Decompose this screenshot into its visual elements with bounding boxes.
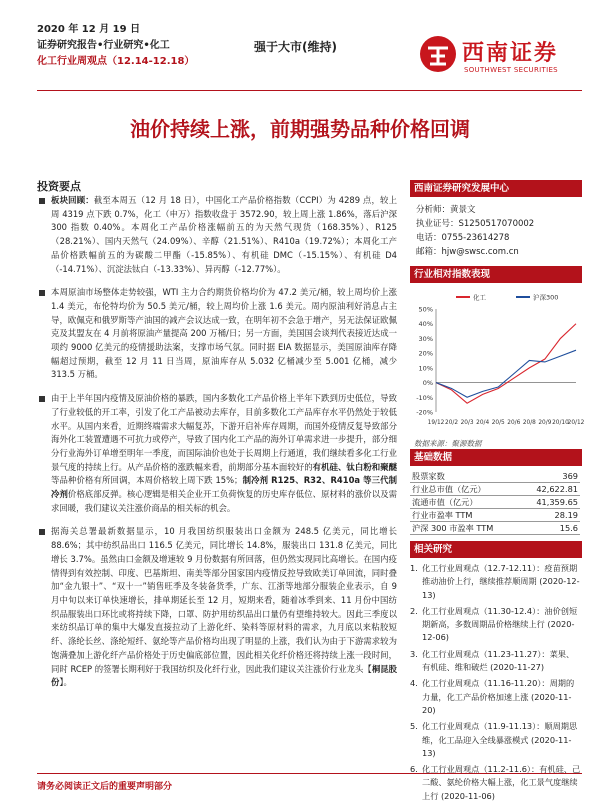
y-tick-label: 30%: [418, 334, 433, 343]
series-line-2: [436, 350, 576, 397]
x-tick-label: 20/12: [567, 420, 585, 426]
paragraph-text: 价格底部反弹。核心逻辑是相关企业开工负荷恢复的历史库存低位、原材料的涨价以及需求回暖，我们建议关注涨价商品的相关标的机会。: [51, 489, 398, 513]
basic-data-box: [410, 449, 582, 535]
paragraph-text: 据海关总署最新数据显示，10 月我国纺织服装出口金额为 248.5 亿美元，同比增长 88.6%；其中纺织品出口 116.5 亿美元，同比增长 14.8%，服装出口 131.8 亿美元，同比增长 3.7%。虽然由口金额及增速较 9 月份数据有所回落，但仍然实现同比高增长。在国内疫情得到有效控制、印度、巴基斯坦、南美等部分国家国内疫情反控导致欧美订单回流，同时叠加“金九银十”、“双十一”销售旺季及冬装备货季，广东、江浙等地部分服装企业表示，自 9 月中旬以来订单快速增长，排单期延长至 12 月，短期来看，随着冰季到来、11 月份中国纺织品服装出口环比或将持续下降，口罩、防护用纺织品出口量仍有望维持较大。因此三季度以来纺织品订单的集中大爆发直接拉动了上游化纤、染料等原材料的需求，九月底以来粘胶短纤、涤纶长丝、涤纶短纤、氨纶等产品价格均出现了明显的上涨，我们认为由于下游需求较为饱满叠加上游化纤产品价格处于历史偏底部位置，因此相关化纤价格还将持续上涨一段时间，同时 RCEP 的签署长期利好于我国纺织及化纤行业，因此我们建议关注涨价行业龙头【: [51, 526, 397, 674]
x-tick-label: 20/2: [445, 420, 459, 426]
y-tick-label: 0%: [422, 379, 433, 388]
y-tick-label: 50%: [418, 305, 433, 314]
paragraph-bold: 制冷剂 R125、R32、R410a 等三代制冷剂: [51, 475, 397, 500]
x-tick-label: 20/9: [538, 420, 552, 426]
analyst-name: 分析师：黄景文: [416, 205, 476, 215]
row-key: 行业总市值（亿元）: [412, 484, 486, 494]
row-key: 流通市值（亿元）: [412, 497, 478, 507]
x-tick-label: 20/3: [460, 420, 474, 426]
x-tick-label: 20/10: [552, 420, 569, 426]
list-item[interactable]: [410, 763, 582, 803]
item-text[interactable]: 化工行业周观点（11.2-11.6）：有机硅、己二酸、氨纶价格大幅上涨，化工景气度继续上行 (2020-11-06): [422, 764, 581, 801]
item-text[interactable]: 化工行业周观点（11.23-11.27）：菜果、有机硅、维和破烂 (2020-11-27): [422, 648, 575, 673]
row-key: 沪深 300 市盈率 TTM: [412, 523, 494, 533]
report-type: 证券研究报告•行业研究•化工: [37, 40, 170, 51]
industry-rating: 强于大市(维持): [254, 40, 337, 54]
legend-label: 沪深300: [533, 293, 559, 302]
paragraph-bold: 有机硅、钛白粉和聚醚: [312, 461, 398, 472]
paragraph-text: 】。: [59, 677, 72, 688]
logo-mark-icon: [418, 34, 458, 74]
bullet-icon: [39, 198, 45, 204]
row-value: 28.19: [554, 510, 578, 520]
x-tick-label: 20/8: [522, 420, 536, 426]
report-series: 化工行业周观点（12.14-12.18）: [37, 56, 195, 67]
paragraph-text: 截至本周五（12 月 18 日），中国化工产品价格指数（CCPI）为 4289 点，较上周 4319 点下跌 0.7%，化工（申万）指数收盘于 3572.90，较上周上涨 1.86%，落后沪深 300 指数 0.40%。本周化工产品价格涨幅前五的为天然气现货（168.35%）、R125（28.21%）、国内天然气（24.09%）、辛醇（21.51%）、R410a（19.72%）；本周化工产品价格跌幅前五的为碳酸二甲酯（-15.85%）、有机硅 DMC（-15.15%）、有机硅 D4（-14.71%）、沉淀法钛白（-13.33%）、异丙醇（-12.77%）。: [51, 195, 397, 274]
item-number: 1.: [410, 563, 418, 573]
x-tick-label: 20/6: [507, 420, 521, 426]
performance-heading: 行业相对指数表现: [410, 266, 582, 283]
list-item[interactable]: [410, 605, 582, 645]
row-value: 42,622.81: [536, 484, 578, 494]
section-heading: 投资要点: [37, 180, 81, 193]
paragraph-oil: [37, 286, 397, 382]
table-row: [410, 522, 580, 535]
x-tick-label: 19/12: [427, 420, 445, 426]
list-item[interactable]: [410, 562, 582, 602]
list-item[interactable]: [410, 720, 582, 760]
chart-svg: [410, 289, 585, 434]
item-text[interactable]: 化工行业周观点（12.7-12.11）：疫苗预期推动油价上行，继续推荐顺周期 (2020-12-13): [422, 563, 580, 600]
x-tick-label: 20/4: [476, 420, 490, 426]
row-key: 行业市盈率 TTM: [412, 510, 473, 520]
item-text[interactable]: 化工行业周观点（11.16-11.20）：周期的力量，化工产品价格加速上涨 (2020-11-20): [422, 678, 575, 715]
item-text[interactable]: 化工行业周观点（11.30-12.4）：油价创短期新高，多数周期品价格继续上行 (2020-12-06): [422, 605, 578, 643]
row-value: 41,359.65: [536, 497, 578, 507]
table-row: [410, 496, 580, 509]
x-tick-label: 20/5: [491, 420, 505, 426]
item-number: 2.: [410, 605, 418, 616]
analyst-email: 邮箱：hjw@swsc.com.cn: [416, 247, 519, 257]
footer-divider: [37, 773, 582, 774]
basic-data-heading: 基础数据: [410, 449, 582, 466]
y-tick-label: 10%: [418, 364, 433, 373]
chart-source: 数据来源：聚源数据: [414, 439, 482, 448]
item-text[interactable]: 化工行业周观点（11.9-11.13）：顺周期思维，化工品迎入全线暴涨模式 (2020-11-13): [422, 721, 578, 758]
paragraph-text: 等品种价格有所回调，本周价格较上周下跌 15%；: [51, 475, 243, 486]
list-item[interactable]: [410, 677, 582, 717]
y-tick-label: -20%: [416, 408, 433, 417]
paragraph-review: [37, 194, 397, 276]
bullet-icon: [39, 290, 45, 296]
report-title: 油价持续上涨，前期强势品种价格回调: [130, 117, 470, 141]
report-header: [37, 22, 194, 70]
performance-chart: [410, 289, 585, 434]
paragraph-textile: [37, 525, 397, 689]
paragraph-bold: 桐昆股份: [51, 663, 397, 688]
analyst-box: [410, 180, 582, 259]
related-heading: 相关研究: [410, 541, 582, 558]
logo-text-en: SOUTHWEST SECURITIES: [464, 66, 558, 74]
y-tick-label: 40%: [418, 320, 433, 329]
paragraph-lead: 板块回顾：: [51, 195, 94, 205]
item-number: 5.: [410, 721, 418, 732]
row-value: 369: [562, 471, 578, 481]
company-logo: [418, 30, 578, 80]
row-value: 15.6: [559, 523, 578, 533]
item-number: 3.: [410, 648, 418, 659]
performance-box: [410, 266, 585, 449]
analyst-info: [410, 197, 582, 259]
footer-disclaimer: 请务必阅读正文后的重要声明部分: [37, 782, 173, 792]
basic-data-table: [410, 470, 580, 535]
main-body: [37, 194, 397, 700]
table-row: [410, 470, 580, 483]
analyst-phone: 电话：0755-23614278: [416, 233, 510, 243]
bullet-icon: [39, 529, 45, 535]
table-row: [410, 483, 580, 496]
report-date: 2020 年 12 月 19 日: [37, 24, 141, 35]
analyst-license: 执业证号：S1250517070002: [416, 219, 535, 229]
related-research-box: [410, 541, 582, 806]
item-number: 6.: [410, 764, 418, 775]
paragraph-text: 由于上半年国内疫情及原油价格的暴跌，国内多数化工产品价格上半年下跌到历史低位，导致了行业较低的开工率，引发了化工产品被动去库存，目前多数化工产品库存水平仍然处于较低水平。从国内来看，近期终端需求大幅复苏，下游开启补库存周期，而国外疫情反复导致部分海外化工装置遭遇不可抗力或停产，导致了国内化工产品的海外订单需求进一步提升，部分细分行业海外订单增至明年一季度，而国际油价也处于长周期上行通道，我们继续看多化工行业景气度的持续上行。从产品价格的涨跌幅来看，前期部分基本面较好的: [51, 393, 397, 472]
y-tick-label: -10%: [416, 393, 433, 402]
related-list: [410, 558, 582, 803]
y-tick-label: 20%: [418, 349, 433, 358]
table-row: [410, 509, 580, 522]
list-item[interactable]: [410, 648, 582, 675]
item-number: 4.: [410, 678, 418, 689]
paragraph-outlook: [37, 392, 397, 515]
header-divider: [37, 90, 582, 91]
paragraph-text: 本周原油市场整体走势较强，WTI 主力合约期货价格均价为 47.2 美元/桶，较上周均价上涨 1.4 美元，布伦特均价为 50.5 美元/桶，较上周均价上涨 1.6 美元。周内原油利好消息占主导，欧佩克和俄罗斯等产油国的减产会议达成一致，在明年初不会急于增产，另无法保证欧佩克及其盟友在 4 月前将原油产量提高 200 万桶/日；另一方面，美国国会谈判代表接近达成一项约 9000 亿美元的疫情援助法案，支撑市场气氛。同时据 EIA 数据显示，美国原油库存降幅超过预期，截至 12 月 11 日当周，原油库存从 5.032 亿桶减少至 5.001 亿桶，减少 313.5 万桶。: [51, 287, 397, 380]
bullet-icon: [39, 396, 45, 402]
analyst-heading: 西南证券研究发展中心: [410, 180, 582, 197]
logo-text-cn: 西南证券: [462, 40, 559, 66]
row-key: 股票家数: [412, 471, 445, 481]
legend-label: 化工: [473, 293, 486, 302]
